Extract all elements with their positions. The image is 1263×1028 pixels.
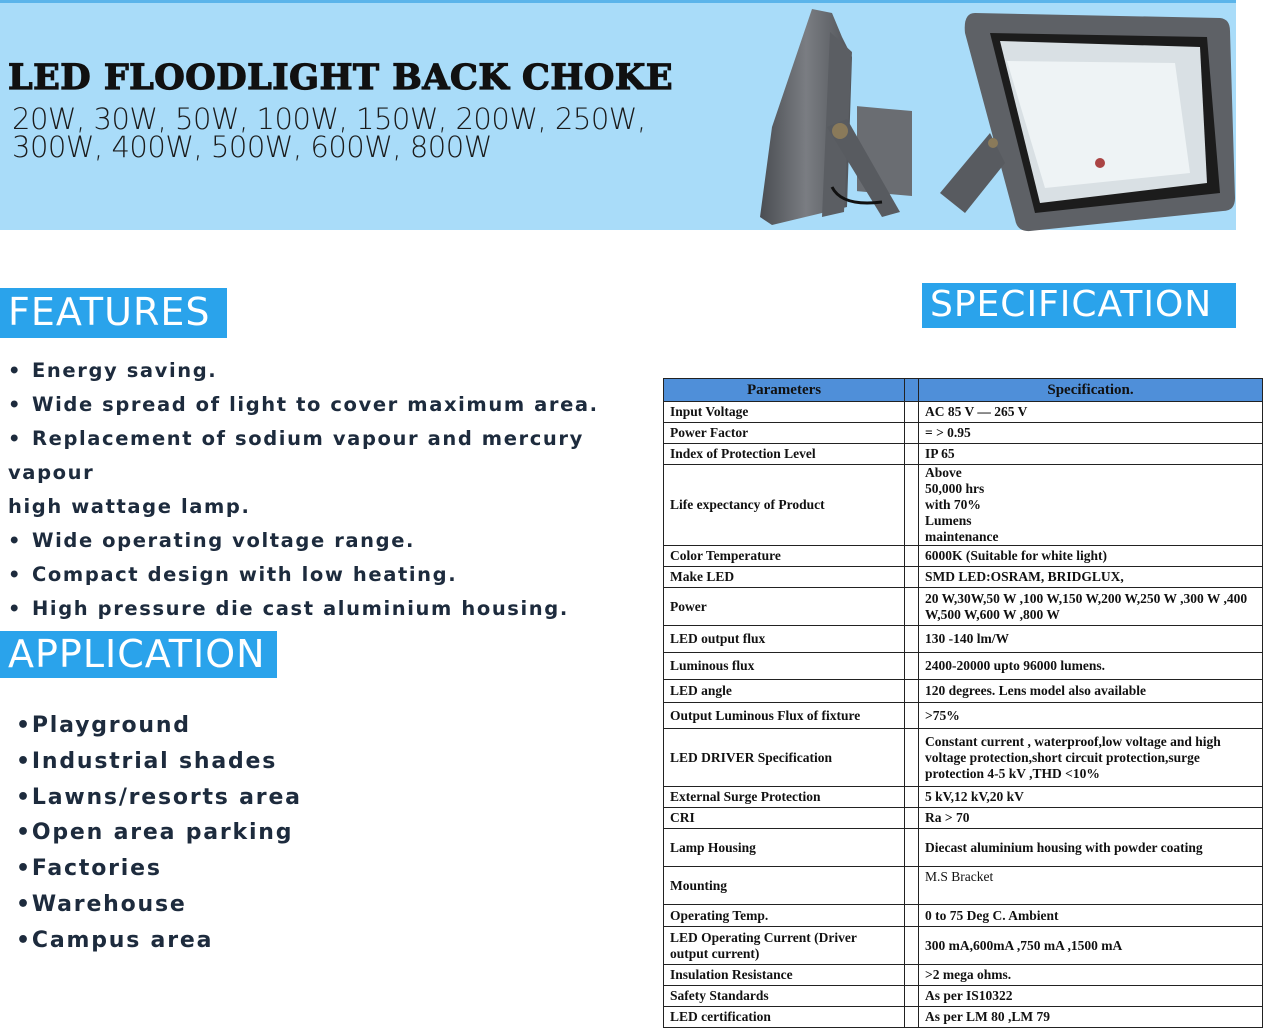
wattage-list bbox=[12, 102, 712, 164]
application-item: •Lawns/resorts area bbox=[16, 784, 302, 810]
bullet-icon: • bbox=[8, 563, 23, 586]
table-row: LED angle 120 degrees. Lens model also available bbox=[664, 680, 1263, 703]
table-row: CRI Ra > 70 bbox=[664, 808, 1263, 829]
table-row: Insulation Resistance >2 mega ohms. bbox=[664, 965, 1263, 986]
table-row: LED output flux 130 -140 lm/W bbox=[664, 626, 1263, 653]
table-row: Safety Standards As per IS10322 bbox=[664, 986, 1263, 1007]
bullet-icon: • bbox=[16, 713, 32, 738]
table-row: Input Voltage AC 85 V — 265 V bbox=[664, 402, 1263, 423]
floodlight-front-image bbox=[935, 13, 1235, 228]
bullet-icon: • bbox=[16, 784, 32, 810]
application-item: •Factories bbox=[16, 856, 162, 882]
application-item: •Industrial shades bbox=[16, 748, 278, 774]
bullet-icon: • bbox=[8, 427, 23, 450]
table-row: Mounting M.S Bracket bbox=[664, 867, 1263, 905]
wattage-line-2: 300W, 400W, 500W, 600W, 800W bbox=[12, 130, 492, 164]
feature-item: • Compact design with low heating. bbox=[8, 558, 658, 592]
table-row: LED certification As per LM 80 ,LM 79 bbox=[664, 1007, 1263, 1028]
application-list bbox=[16, 708, 376, 959]
bullet-icon: • bbox=[8, 393, 23, 416]
wattage-line-1: 20W, 30W, 50W, 100W, 150W, 200W, 250W, bbox=[12, 102, 646, 136]
application-item: •Warehouse bbox=[16, 891, 187, 917]
table-row: Luminous flux 2400-20000 upto 96000 lumens. bbox=[664, 653, 1263, 680]
table-row: Operating Temp. 0 to 75 Deg C. Ambient bbox=[664, 905, 1263, 927]
application-item: •Playground bbox=[16, 713, 191, 738]
application-heading: APPLICATION bbox=[0, 631, 277, 678]
table-row: LED Operating Current (Driver output current) 300 mA,600mA ,750 mA ,1500 mA bbox=[664, 927, 1263, 965]
table-row: Index of Protection Level IP 65 bbox=[664, 444, 1263, 465]
table-row: External Surge Protection 5 kV,12 kV,20 kV bbox=[664, 787, 1263, 808]
specification-heading: SPECIFICATION bbox=[922, 283, 1236, 328]
table-row: Output Luminous Flux of fixture >75% bbox=[664, 703, 1263, 729]
specification-table bbox=[663, 378, 1263, 1028]
bullet-icon: • bbox=[8, 359, 23, 382]
bullet-icon: • bbox=[16, 927, 32, 953]
application-item: •Campus area bbox=[16, 927, 214, 953]
features-list bbox=[8, 354, 658, 626]
bullet-icon: • bbox=[8, 529, 23, 552]
bullet-icon: • bbox=[16, 891, 32, 917]
features-heading: FEATURES bbox=[0, 288, 227, 338]
feature-item: • Wide operating voltage range. bbox=[8, 524, 658, 558]
bullet-icon: • bbox=[8, 597, 23, 620]
feature-item: • High pressure die cast aluminium housing. bbox=[8, 592, 658, 626]
table-row: Power 20 W,30W,50 W ,100 W,150 W,200 W,250 W ,300 W ,400 W,500 W,600 W ,800 W bbox=[664, 588, 1263, 626]
floodlight-side-image bbox=[752, 7, 922, 229]
product-title: LED FLOODLIGHT BACK CHOKE bbox=[8, 57, 673, 98]
bullet-icon: • bbox=[16, 820, 32, 846]
table-row: Make LED SMD LED:OSRAM, BRIDGLUX, bbox=[664, 567, 1263, 588]
bullet-icon: • bbox=[16, 856, 32, 882]
header-banner bbox=[0, 0, 1236, 230]
feature-item: • Wide spread of light to cover maximum area. bbox=[8, 388, 658, 422]
table-header-row bbox=[664, 379, 1263, 402]
table-row: Lamp Housing Diecast aluminium housing with powder coating bbox=[664, 829, 1263, 867]
feature-item: • Replacement of sodium vapour and mercury vapour bbox=[8, 422, 658, 490]
feature-item: • Energy saving. bbox=[8, 354, 658, 388]
bullet-icon: • bbox=[16, 748, 32, 774]
application-item: •Open area parking bbox=[16, 820, 294, 846]
column-header-specification: Specification. bbox=[919, 379, 1263, 402]
feature-item-continuation: high wattage lamp. bbox=[8, 495, 251, 518]
table-row: Power Factor = > 0.95 bbox=[664, 423, 1263, 444]
table-row: Color Temperature 6000K (Suitable for white light) bbox=[664, 546, 1263, 567]
table-row: LED DRIVER Specification Constant current , waterproof,low voltage and high voltage protection,short circuit protection,surge protection 4-5 kV ,THD <10% bbox=[664, 729, 1263, 787]
column-header-parameters: Parameters bbox=[664, 379, 905, 402]
table-row: Life expectancy of Product Above 50,000 hrs with 70% Lumens maintenance bbox=[664, 465, 1263, 546]
